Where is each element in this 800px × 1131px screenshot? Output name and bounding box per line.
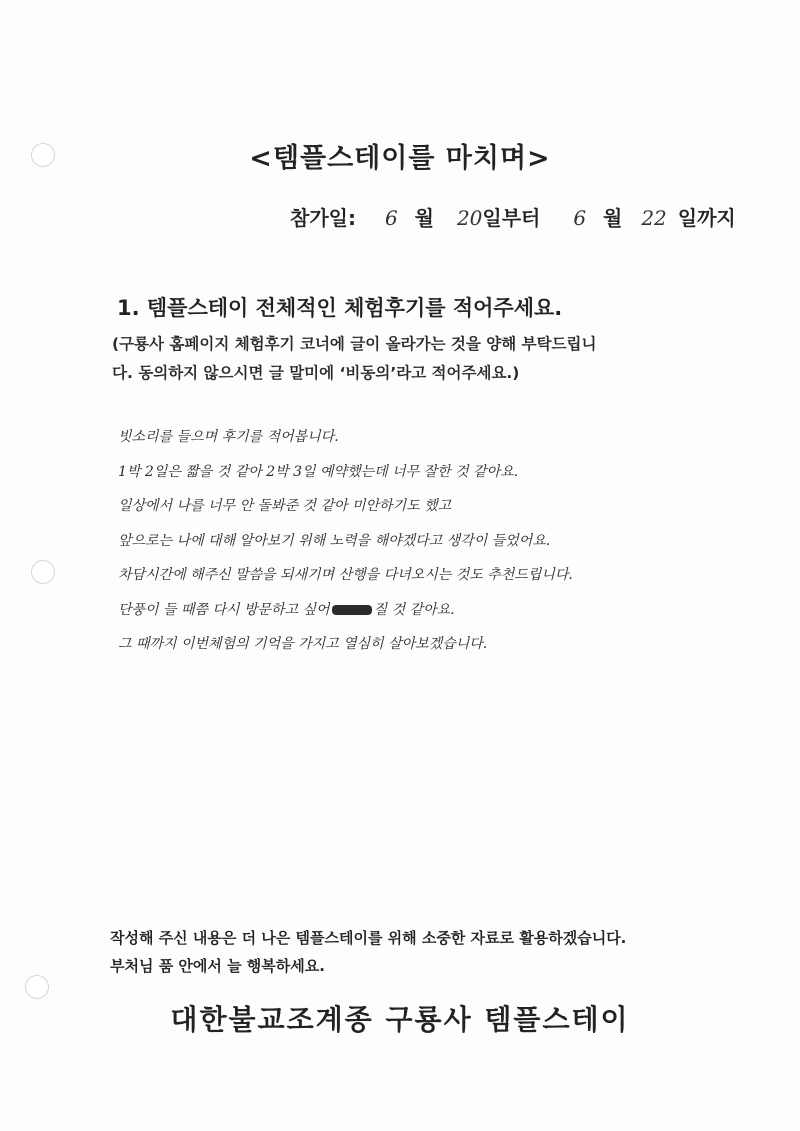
start-month-unit: 월	[414, 206, 434, 230]
review-line: 앞으로는 나에 대해 알아보기 위해 노력을 해야겠다고 생각이 들었어요.	[118, 532, 551, 549]
end-day: 22	[641, 206, 667, 230]
punch-hole-middle	[31, 560, 55, 584]
end-month: 6	[573, 206, 587, 230]
review-line-part: 단풍이 들 때쯤 다시 방문하고 싶어	[118, 601, 330, 618]
review-line: 빗소리를 들으며 후기를 적어봅니다.	[118, 429, 339, 445]
footer-line-2: 부처님 품 안에서 늘 행복하세요.	[110, 957, 325, 975]
to-label: 일까지	[677, 206, 736, 230]
participation-label: 참가일:	[290, 206, 356, 230]
review-line: 그 때까지 이번체험의 기억을 가지고 열심히 살아보겠습니다.	[118, 636, 488, 652]
question-heading: 1. 템플스테이 전체적인 체험후기를 적어주세요.	[117, 296, 563, 320]
page-title: <템플스테이를 마치며>	[249, 143, 551, 174]
start-month: 6	[384, 206, 398, 230]
review-line: 차담시간에 해주신 말씀을 되새기며 산행을 다녀오시는 것도 추천드립니다.	[118, 567, 573, 583]
consent-note-line-2: 다. 동의하지 않으시면 글 말미에 ‘비동의’라고 적어주세요.)	[112, 364, 520, 382]
review-line: 일상에서 나를 너무 안 돌봐준 것 같아 미안하기도 했고	[118, 498, 452, 514]
review-line-part: 질 것 같아요.	[373, 601, 455, 618]
start-day: 20	[456, 206, 483, 230]
participation-dates	[290, 202, 736, 231]
consent-note-line-1: (구룡사 홈페이지 체험후기 코너에 글이 올라가는 것을 양해 부탁드립니	[112, 335, 597, 353]
end-month-unit: 월	[603, 206, 623, 230]
punch-hole-bottom	[25, 975, 49, 999]
review-line: 1박 2일은 짧을 것 같아 2박 3일 예약했는데 너무 잘한 것 같아요.	[118, 463, 519, 480]
footer-line-1: 작성해 주신 내용은 더 나은 템플스테이를 위해 소중한 자료로 활용하겠습니다.	[110, 929, 627, 947]
review-line-with-scribble	[118, 593, 598, 628]
organization-name: 대한불교조계종 구룡사 템플스테이	[170, 1003, 630, 1036]
consent-note	[112, 330, 692, 388]
handwritten-review	[118, 420, 598, 662]
footer-note	[110, 924, 710, 980]
scribbled-out-word	[332, 605, 372, 615]
from-label: 일부터	[482, 206, 541, 230]
